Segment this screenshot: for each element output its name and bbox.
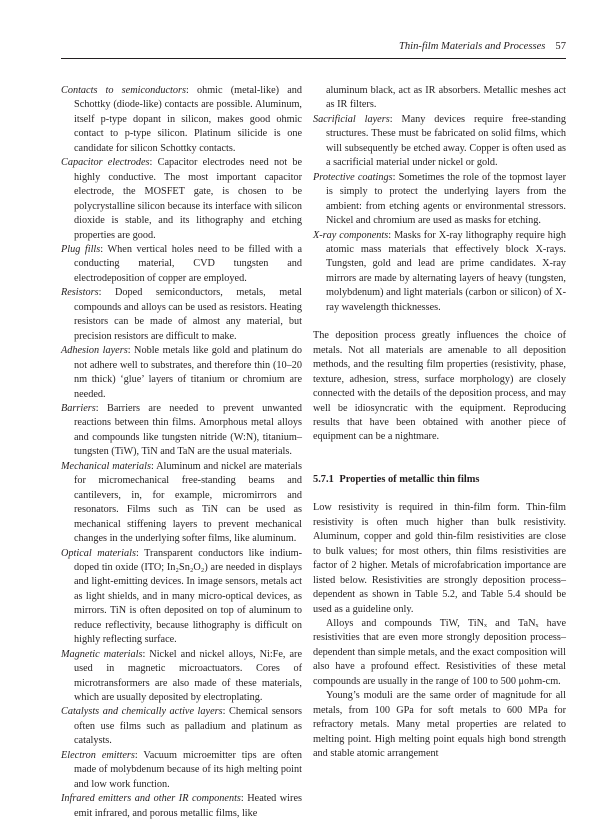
definition-entry: Plug fills: When vertical holes need to be filled with a conducting material, CVD tungsten and electrodeposition of copper are employed. [61,243,302,284]
spacer [313,459,566,473]
body-paragraph: The deposition process greatly influences the choice of metals. Not all materials are amenable to all deposition methods, and the resulting film properties (resistivity, phase, texture, adhesion, stress, surface morphology) are closely connected with the details of the deposition process, and may well be idiosyncratic with the equipment. Reproducing results that have been obtained with another piece of equipment can be a nightmare. [313,330,566,443]
header-rule [61,58,566,59]
definition-entry: X-ray components: Masks for X-ray lithography require high atomic mass materials that effectively block X-rays. Tungsten, gold and lead are prime candidates. X-ray mirrors are made by alternating layers of heavy (tungsten, molybdenum) and light materials (carbon or silicon) of X-ray wavelength thicknesses. [313,229,566,313]
definition-entry: Resistors: Doped semiconductors, metals, metal compounds and alloys can be used as resistors. Heating resistors can be made of almost any material, but precision resistors are difficult to make. [61,287,302,342]
definition-entry: Optical materials: Transparent conductors like indium-doped tin oxide (ITO; In₂Sn₂O₂) are needed in displays and light-emitting devices. In image sensors, metals act as light shields, and in many micro-optical devices, as mirrors. TiN is often deposited on top of aluminum to reduce reflectivity, because lithography is difficult on highly reflecting surface. [61,547,302,646]
definition-entry: Capacitor electrodes: Capacitor electrodes need not be highly conductive. The most important capacitor electrode, the MOSFET gate, is chosen to be polycrystalline silicon because its interface with silicon dioxide is stable, and its lithography and etching properties are good. [61,157,303,241]
definition-entry: Mechanical materials: Aluminum and nickel are materials for micromechanical free-standing beams and cantilevers, in, for example, micromirrors and resonators. Films such as TiN can be used as mechanical stiffening layers to prevent mechanical changes in the underlying softer films, like aluminum. [61,460,302,545]
page-number: 57 [555,41,566,52]
definition-entry: Barriers: Barriers are needed to prevent unwanted reactions between thin films. Amorphous metal alloys and compounds like tungsten nitride (W:N), titanium–tungsten (TiW), TiN and TaN are the usual materials. [61,402,302,458]
spacer [313,487,566,501]
section-heading [313,473,566,487]
running-title: Thin-film Materials and Processes [398,41,546,52]
right-column [313,84,566,761]
definition-entry: Sacrificial layers: Many devices require free-standing structures. These must be fabricated on solid films, which will subsequently be etched away. Copper is often used as a sacrificial material under nickel or gold. [313,113,566,169]
definition-continuation: aluminum black, act as IR absorbers. Metallic meshes act as IR filters. [326,85,566,111]
definition-entry: Magnetic materials: Nickel and nickel alloys, Ni:Fe, are used in magnetic microactuators. Cores of microtransformers are also made of these materials, which are usually deposited by electroplating. [61,648,303,704]
section-number: 5.7.1 [313,473,334,485]
left-column [61,84,302,821]
definition-entry: Contacts to semiconductors: ohmic (metal-like) and Schottky (diode-like) contacts are possible. Aluminum, itself p-type dopant in silicon, makes good ohmic contact to p-type silicon. Platinum silicide is one candidate for silicon Schottky contacts. [61,85,302,154]
definition-entry: Protective coatings: Sometimes the role of the topmost layer is simply to protect the underlying layers from the ambient: from etching agents or environmental stressors. Nickel and chromium are used as masks for etching. [313,171,566,227]
spacer [313,445,566,459]
body-paragraph: Low resistivity is required in thin-film form. Thin-film resistivity is often much higher than bulk resistivity. Aluminum, copper and gold thin-film resistivities are close to bulk values; for most others, thin films resistivities are factor of 2 higher. Metals of microfabrication importance are listed below. Resistivities are strongly deposition process–dependent as shown in Table 5.2, and Table 5.4 should be used as a guideline only. [313,502,566,615]
section-title: Properties of metallic thin films [339,473,480,485]
running-head [399,41,566,52]
definition-entry: Catalysts and chemically active layers: Chemical sensors often use films such as palladium and platinum as catalysts. [61,706,302,747]
spacer [313,315,566,329]
definition-entry: Adhesion layers: Noble metals like gold and platinum do not adhere well to substrates, and therefore thin (10–20 nm thick) ‘glue’ layers of titanium or chromium are needed. [61,345,302,400]
definition-entry: Electron emitters: Vacuum microemitter tips are often made of molybdenum because of its high melting point and low work function. [61,749,302,790]
body-paragraph: Young’s moduli are the same order of magnitude for all metals, from 100 GPa for soft metals to 600 MPa for refractory metals. Many metal properties are related to melting point. High melting point equals high bond strength and stable atomic arrangement [313,690,566,760]
body-paragraph: Alloys and compounds TiW, TiNₓ and TaNₓ have resistivities that are even more strongly deposition process–dependent than simple metals, and the exact composition will also have a profound effect. Resistivities of these metal compounds are usually in the range of 100 to 500 μohm-cm. [313,617,566,687]
definition-entry: Infrared emitters and other IR components: Heated wires emit infrared, and porous metallic films, like [61,793,302,819]
